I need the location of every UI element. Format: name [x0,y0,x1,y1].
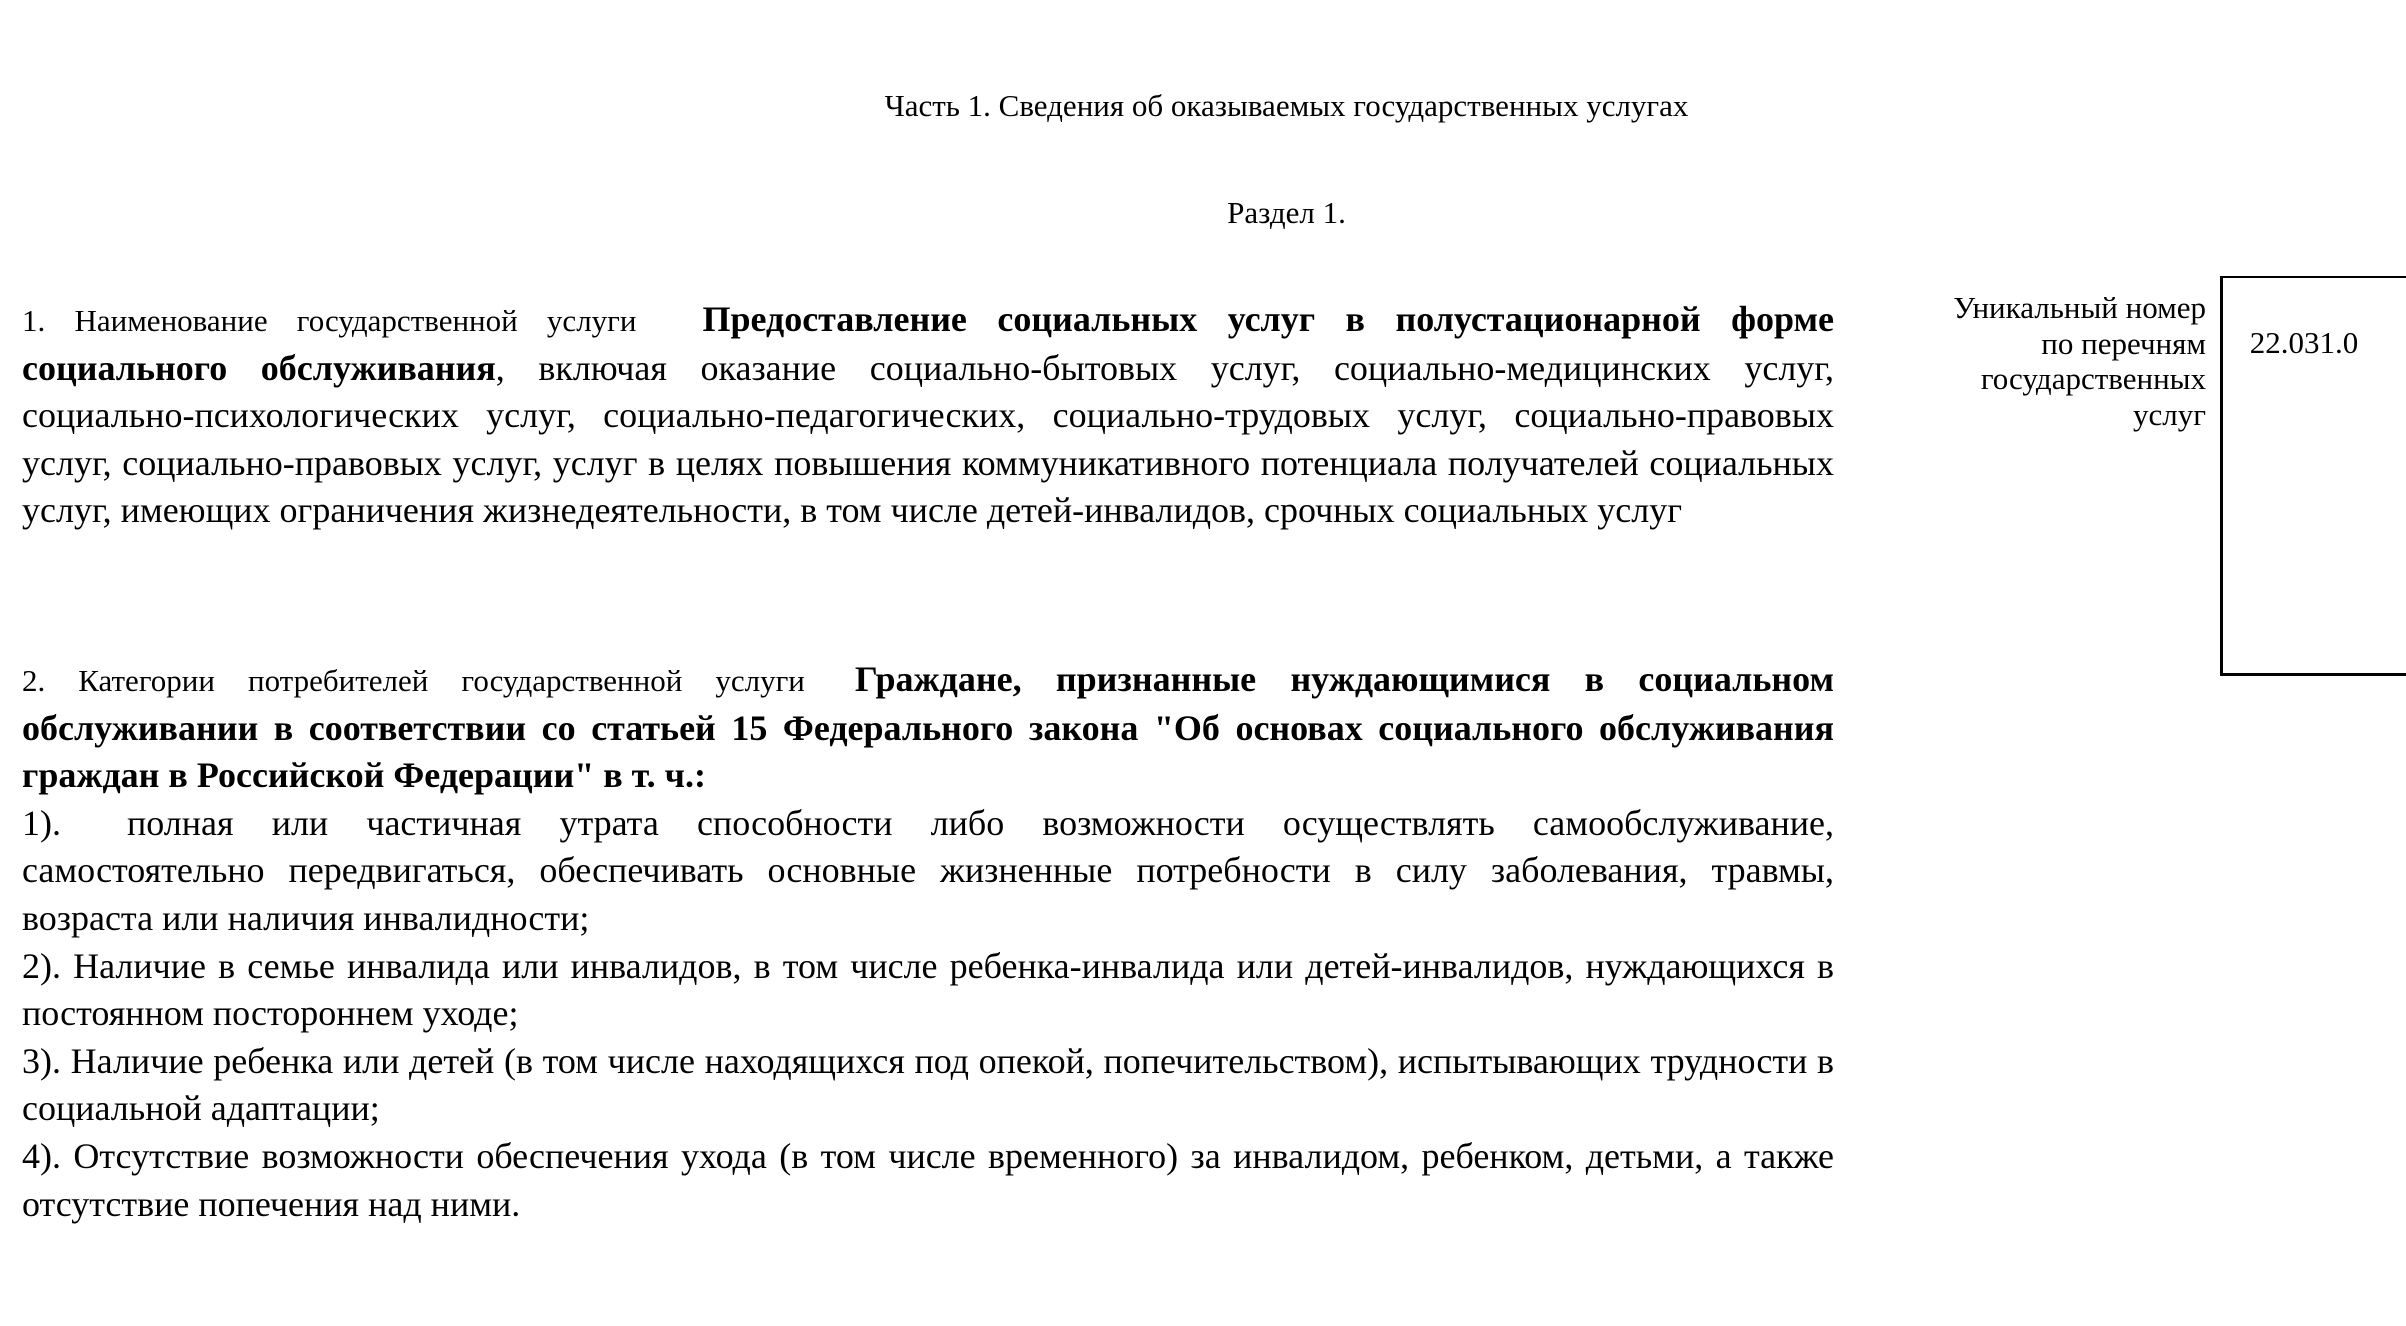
service-name-block [22,296,1834,535]
consumer-categories-label: 2. Категории потребителей государственной услуги [22,663,805,698]
list-item [22,943,1834,1038]
unique-number-box [2220,276,2406,676]
service-name-paragraph [22,296,1834,535]
unique-number-label-line: по перечням [2041,325,2206,361]
list-item [22,800,1834,943]
list-item [22,1038,1834,1133]
unique-number-label-line: услуг [2133,396,2206,432]
list-item-text: полная или частичная утрата способности либо возможности осуществлять самообслуживание, самостоятельно передвигаться, обеспечивать основные жизненные потребности в силу заболевания, травмы, возраста или наличия инвалидности; [22,802,1834,938]
unique-number-label-line: Уникальный номер [1953,290,2206,325]
list-item-number: 2). [22,945,61,986]
part-title: Часть 1. Сведения об оказываемых государственных услугах [884,88,1689,123]
consumer-categories-paragraph [22,656,1834,800]
consumer-categories-bold: Граждане, признанные нуждающимися в социальном обслуживании в соответствии со статьей 15 Федерального закона "Об основах социального обслуживания граждан в Российской Федерации" в т. ч.: [22,659,1834,796]
list-item-number: 1). [22,802,61,843]
list-item-number: 3). [22,1040,61,1081]
unique-number-value: 22.031.0 [2249,325,2359,360]
service-name-label: 1. Наименование государственной услуги [22,303,637,338]
list-item-number: 4). [22,1135,61,1176]
unique-number-label [1880,290,2206,432]
list-item-text: Наличие ребенка или детей (в том числе находящихся под опекой, попечительством), испытывающих трудности в социальной адаптации; [22,1040,1835,1129]
service-name-bold: Предоставление социальных услуг в полустационарной форме социального обслуживания [22,299,1834,388]
consumer-categories-block [22,656,1834,1228]
service-name-text: , включая оказание социально-бытовых услуг, социально-медицинских услуг, социально-психологических услуг, социально-педагогических, социально-трудовых услуг, социально-правовых услуг, социально-правовых услуг, услуг в целях повышения коммуникативного потенциала получателей социальных услуг, имеющих ограничения жизнедеятельности, в том числе детей-инвалидов, срочных социальных услуг [22,347,1835,531]
unique-number-label-line: государственных [1980,361,2206,396]
list-item-text: Наличие в семье инвалида или инвалидов, в том числе ребенка-инвалида или детей-инвалидов, нуждающихся в постоянном постороннем уходе; [22,945,1835,1034]
list-item [22,1133,1834,1228]
list-item-text: Отсутствие возможности обеспечения ухода (в том числе временного) за инвалидом, ребенком, детьми, а также отсутствие попечения над ними. [22,1135,1834,1224]
section-title: Раздел 1. [1227,195,1346,230]
